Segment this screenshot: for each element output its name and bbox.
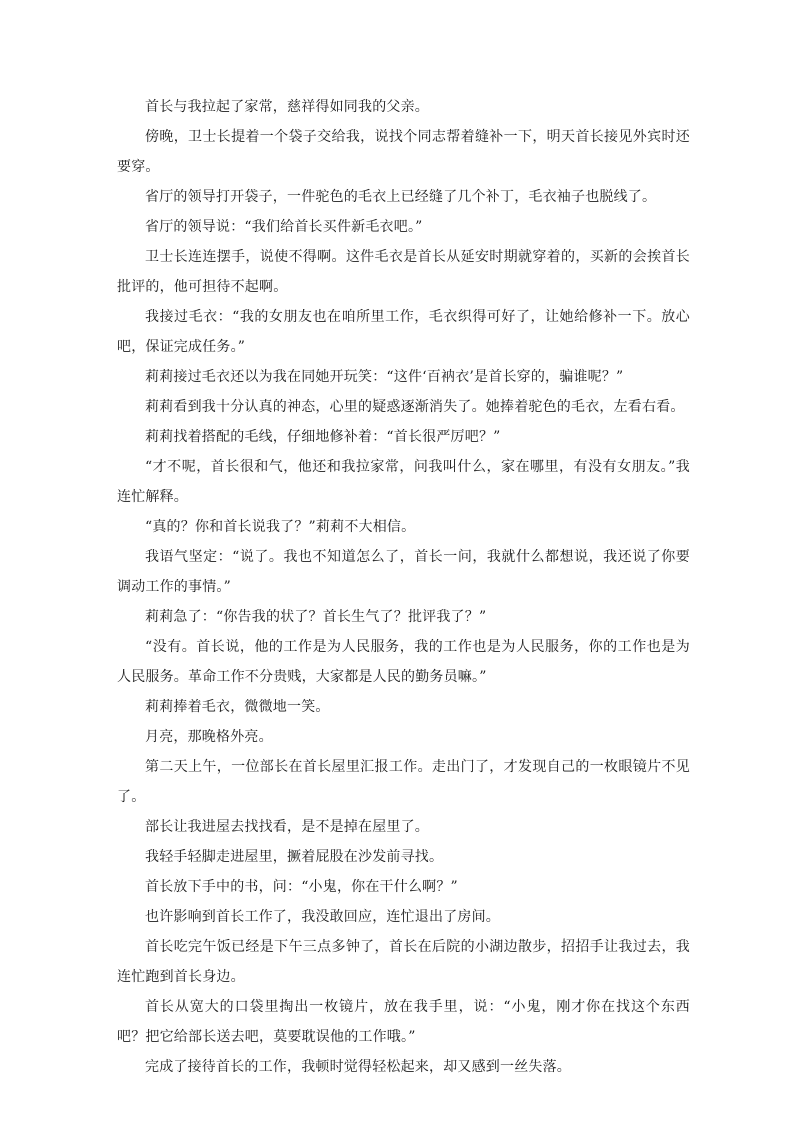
paragraph: 首长吃完午饭已经是下午三点多钟了，首长在后院的小湖边散步，招招手让我过去，我连忙跑到首长身边。 bbox=[117, 939, 690, 985]
paragraph: 首长放下手中的书，问：“小鬼，你在干什么啊？” bbox=[145, 879, 458, 895]
paragraph: 部长让我进屋去找找看，是不是掉在屋里了。 bbox=[145, 819, 429, 835]
paragraph: 莉莉急了：“你告我的状了？首长生气了？批评我了？” bbox=[145, 609, 487, 625]
paragraph: 首长与我拉起了家常，慈祥得如同我的父亲。 bbox=[145, 99, 429, 115]
paragraph: 莉莉捧着毛衣，微微地一笑。 bbox=[145, 699, 330, 715]
paragraph: “没有。首长说，他的工作是为人民服务，我的工作也是为人民服务，你的工作也是为人民服务。革命工作不分贵贱，大家都是人民的勤务员嘛。” bbox=[117, 639, 690, 685]
paragraph: 首长从宽大的口袋里掏出一枚镜片，放在我手里，说：“小鬼，刚才你在找这个东西吧？把它给部长送去吧，莫要耽误他的工作哦。” bbox=[117, 999, 690, 1045]
paragraph: “真的？你和首长说我了？”莉莉不大相信。 bbox=[145, 519, 416, 535]
paragraph: 月亮，那晚格外亮。 bbox=[145, 729, 273, 745]
paragraph: 莉莉找着搭配的毛线，仔细地修补着：“首长很严厉吧？” bbox=[145, 429, 501, 445]
paragraph: 完成了接待首长的工作，我顿时觉得轻松起来，却又感到一丝失落。 bbox=[145, 1059, 571, 1075]
paragraph: 莉莉看到我十分认真的神态，心里的疑惑逐渐消失了。她捧着驼色的毛衣，左看右看。 bbox=[145, 399, 685, 415]
paragraph: 傍晚，卫士长提着一个袋子交给我，说找个同志帮着缝补一下，明天首长接见外宾时还要穿。 bbox=[117, 129, 690, 175]
paragraph: 也许影响到首长工作了，我没敢回应，连忙退出了房间。 bbox=[145, 909, 500, 925]
paragraph: 第二天上午，一位部长在首长屋里汇报工作。走出门了，才发现自己的一枚眼镜片不见了。 bbox=[117, 759, 690, 805]
paragraph: 我语气坚定：“说了。我也不知道怎么了，首长一问，我就什么都想说，我还说了你要调动工作的事情。” bbox=[117, 549, 690, 595]
paragraph: 省厅的领导打开袋子，一件驼色的毛衣上已经缝了几个补丁，毛衣袖子也脱线了。 bbox=[145, 189, 657, 205]
paragraph: 我轻手轻脚走进屋里，撅着屁股在沙发前寻找。 bbox=[145, 849, 444, 865]
paragraph: 卫士长连连摆手，说使不得啊。这件毛衣是首长从延安时期就穿着的，买新的会挨首长批评的，他可担待不起啊。 bbox=[117, 249, 690, 295]
paragraph: “才不呢，首长很和气，他还和我拉家常，问我叫什么，家在哪里，有没有女朋友。”我连忙解释。 bbox=[117, 459, 690, 505]
paragraph: 我接过毛衣：“我的女朋友也在咱所里工作，毛衣织得可好了，让她给修补一下。放心吧，保证完成任务。” bbox=[117, 309, 690, 355]
paragraph: 省厅的领导说：“我们给首长买件新毛衣吧。” bbox=[145, 219, 423, 235]
paragraph: 莉莉接过毛衣还以为我在同她开玩笑：“这件‘百衲衣’是首长穿的，骗谁呢？” bbox=[145, 369, 624, 385]
